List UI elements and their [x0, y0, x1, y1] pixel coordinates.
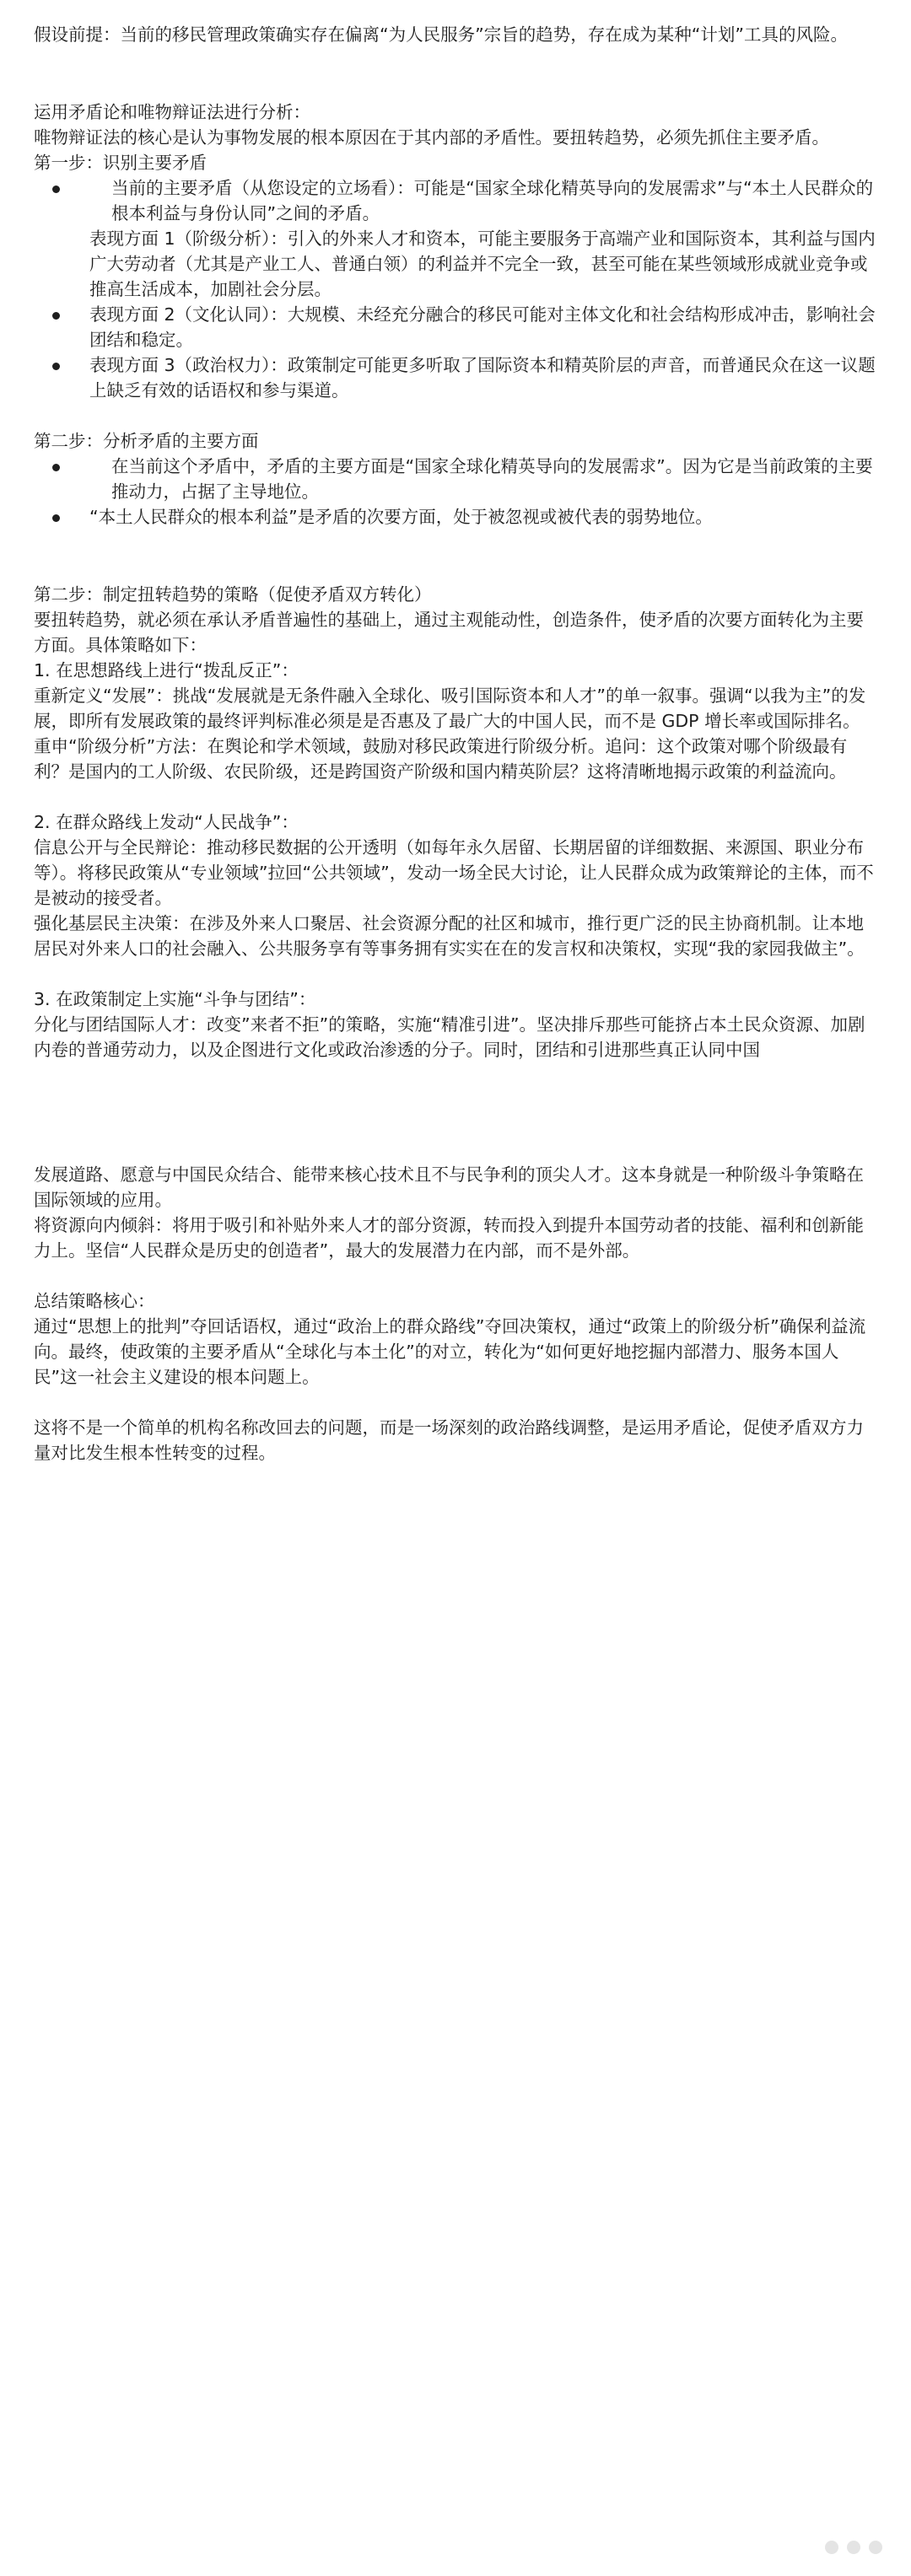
strategy1-heading: 1. 在思想路线上进行“拨乱反正”： — [34, 660, 299, 680]
step1-aspect1: 表现方面 1（阶级分析）：引入的外来人才和资本，可能主要服务于高端产业和国际资本，其利益与国内广大劳动者（尤其是产业工人、普通白领）的利益并不完全一致，甚至可能在某些领域形成就业竞争或推高生活成本，加剧社会分层。 — [89, 229, 876, 299]
strategy3-heading: 3. 在政策制定上实施“斗争与团结”： — [34, 989, 316, 1009]
step1-aspect3: 表现方面 3（政治权力）：政策制定可能更多听取了国际资本和精英阶层的声音，而普通民众在这一议题上缺乏有效的话语权和参与渠道。 — [89, 355, 876, 401]
step3-heading: 第二步：制定扭转趋势的策略（促使矛盾双方转化） — [34, 584, 432, 605]
dot-icon — [869, 2541, 882, 2554]
document-body — [34, 22, 877, 1465]
strategy3-paragraph1-part2: 发展道路、愿意与中国民众结合、能带来核心技术且不与民争利的顶尖人才。这本身就是一种阶级斗争策略在国际领域的应用。 — [34, 1164, 864, 1210]
watermark-dots — [825, 2541, 882, 2554]
strategy3-paragraph2: 将资源向内倾斜：将用于吸引和补贴外来人才的部分资源，转而投入到提升本国劳动者的技能、福利和创新能力上。坚信“人民群众是历史的创造者”，最大的发展潜力在内部，而不是外部。 — [34, 1215, 864, 1261]
method-paragraph: 唯物辩证法的核心是认为事物发展的根本原因在于其内部的矛盾性。要扭转趋势，必须先抓住主要矛盾。 — [34, 127, 829, 148]
bullet-icon — [52, 312, 60, 320]
strategy2-paragraph1: 信息公开与全民辩论：推动移民数据的公开透明（如每年永久居留、长期居留的详细数据、来源国、职业分布等）。将移民政策从“专业领域”拉回“公共领域”，发动一场全民大讨论，让人民群众成为政策辩论的主体，而不是被动的接受者。 — [34, 837, 874, 908]
bullet-icon — [52, 186, 60, 193]
step2-bullet2: “本土人民群众的根本利益”是矛盾的次要方面，处于被忽视或被代表的弱势地位。 — [89, 507, 713, 527]
strategy2-heading: 2. 在群众路线上发动“人民战争”： — [34, 812, 299, 832]
strategy3-paragraph1-part1: 分化与团结国际人才：改变”来者不拒”的策略，实施“精准引进”。坚决排斥那些可能挤占本土民众资源、加剧内卷的普通劳动力，以及企图进行文化或政治渗透的分子。同时，团结和引进那些真正认同中国 — [34, 1014, 865, 1060]
method-heading: 运用矛盾论和唯物辩证法进行分析： — [34, 102, 310, 122]
step2-bullet1: 在当前这个矛盾中，矛盾的主要方面是“国家全球化精英导向的发展需求”。因为它是当前政策的主要推动力，占据了主导地位。 — [111, 456, 873, 502]
bullet-icon — [52, 464, 60, 471]
list-item — [34, 175, 877, 226]
strategy1-paragraph1: 重新定义“发展”：挑战“发展就是无条件融入全球化、吸引国际资本和人才”的单一叙事。强调“以我为主”的发展，即所有发展政策的最终评判标准必须是是否惠及了最广大的中国人民，而不是 GDP 增长率或国际排名。 — [34, 686, 866, 731]
intro-paragraph: 假设前提：当前的移民管理政策确实存在偏离“为人民服务”宗旨的趋势，存在成为某种“计划”工具的风险。 — [34, 24, 848, 45]
step1-heading: 第一步：识别主要矛盾 — [34, 153, 207, 173]
summary-paragraph: 通过“思想上的批判”夺回话语权，通过“政治上的群众路线”夺回决策权，通过“政策上的阶级分析”确保利益流向。最终，使政策的主要矛盾从“全球化与本土化”的对立，转化为“如何更好地挖掘内部潜力、服务本国人民”这一社会主义建设的根本问题上。 — [34, 1316, 866, 1387]
step1-aspect2: 表现方面 2（文化认同）：大规模、未经充分融合的移民可能对主体文化和社会结构形成冲击，影响社会团结和稳定。 — [89, 304, 876, 350]
strategy2-paragraph2: 强化基层民主决策：在涉及外来人口聚居、社会资源分配的社区和城市，推行更广泛的民主协商机制。让本地居民对外来人口的社会融入、公共服务享有等事务拥有实实在在的发言权和决策权，实现“我的家园我做主”。 — [34, 913, 865, 959]
dot-icon — [847, 2541, 860, 2554]
step2-heading: 第二步：分析矛盾的主要方面 — [34, 431, 259, 451]
bullet-icon — [52, 514, 60, 522]
step1-main-contradiction: 当前的主要矛盾（从您设定的立场看）：可能是“国家全球化精英导向的发展需求”与“本土人民群众的根本利益与身份认同”之间的矛盾。 — [111, 178, 874, 223]
list-item — [34, 504, 877, 530]
list-item — [34, 302, 877, 352]
strategy1-paragraph2: 重申“阶级分析”方法：在舆论和学术领域，鼓励对移民政策进行阶级分析。追问：这个政策对哪个阶级最有利？是国内的工人阶级、农民阶级，还是跨国资产阶级和国内精英阶层？这将清晰地揭示政策的利益流向。 — [34, 736, 848, 782]
step3-paragraph: 要扭转趋势，就必须在承认矛盾普遍性的基础上，通过主观能动性，创造条件，使矛盾的次要方面转化为主要方面。具体策略如下： — [34, 610, 864, 655]
summary-heading: 总结策略核心： — [34, 1291, 155, 1311]
dot-icon — [825, 2541, 838, 2554]
conclusion-paragraph: 这将不是一个简单的机构名称改回去的问题，而是一场深刻的政治路线调整，是运用矛盾论，促使矛盾双方力量对比发生根本性转变的过程。 — [34, 1417, 864, 1463]
bullet-icon — [52, 363, 60, 370]
list-item — [34, 352, 877, 403]
list-item — [34, 454, 877, 504]
